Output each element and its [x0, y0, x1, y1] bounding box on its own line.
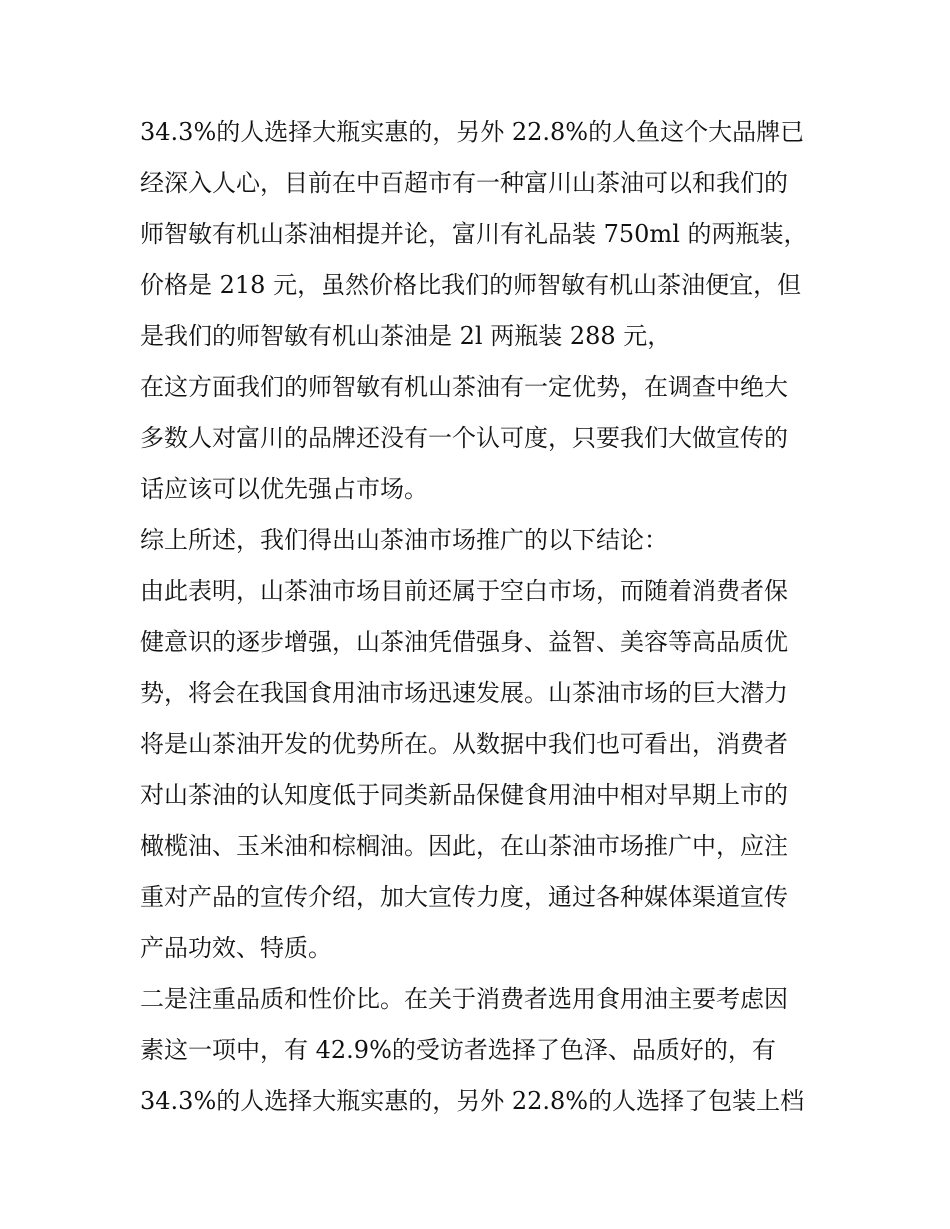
text-line: 综上所述，我们得出山茶油市场推广的以下结论：: [140, 526, 668, 554]
text-line: 在这方面我们的师智敏有机山茶油有一定优势，在调查中绝大: [140, 373, 788, 401]
text-line: 价格是 218 元，虽然价格比我们的师智敏有机山茶油便宜，但: [140, 271, 802, 299]
text-line: 橄榄油、玉米油和棕榈油。因此，在山茶油市场推广中，应注: [140, 832, 788, 860]
text-line: 是我们的师智敏有机山茶油是 2l 两瓶装 288 元，: [140, 322, 672, 350]
text-line: 34.3%的人选择大瓶实惠的，另外 22.8%的人鱼这个大品牌已: [140, 118, 805, 146]
text-line: 师智敏有机山茶油相提并论，富川有礼品装 750ml 的两瓶装，: [140, 220, 808, 248]
text-line: 将是山茶油开发的优势所在。从数据中我们也可看出，消费者: [140, 730, 788, 758]
text-line: 产品功效、特质。: [140, 934, 332, 962]
text-line: 素这一项中，有 42.9%的受访者选择了色泽、品质好的，有: [140, 1036, 776, 1064]
text-line: 多数人对富川的品牌还没有一个认可度，只要我们大做宣传的: [140, 424, 788, 452]
text-line: 对山茶油的认知度低于同类新品保健食用油中相对早期上市的: [140, 781, 788, 809]
text-line: 34.3%的人选择大瓶实惠的，另外 22.8%的人选择了包装上档: [140, 1087, 805, 1115]
text-line: 话应该可以优先强占市场。: [140, 475, 428, 503]
text-line: 健意识的逐步增强，山茶油凭借强身、益智、美容等高品质优: [140, 628, 788, 656]
text-line: 二是注重品质和性价比。在关于消费者选用食用油主要考虑因: [140, 985, 788, 1013]
document-body: [140, 107, 820, 1127]
text-line: 重对产品的宣传介绍，加大宣传力度，通过各种媒体渠道宣传: [140, 883, 788, 911]
text-line: 经深入人心，目前在中百超市有一种富川山茶油可以和我们的: [140, 169, 788, 197]
text-line: 由此表明，山茶油市场目前还属于空白市场，而随着消费者保: [140, 577, 788, 605]
text-line: 势，将会在我国食用油市场迅速发展。山茶油市场的巨大潜力: [140, 679, 788, 707]
